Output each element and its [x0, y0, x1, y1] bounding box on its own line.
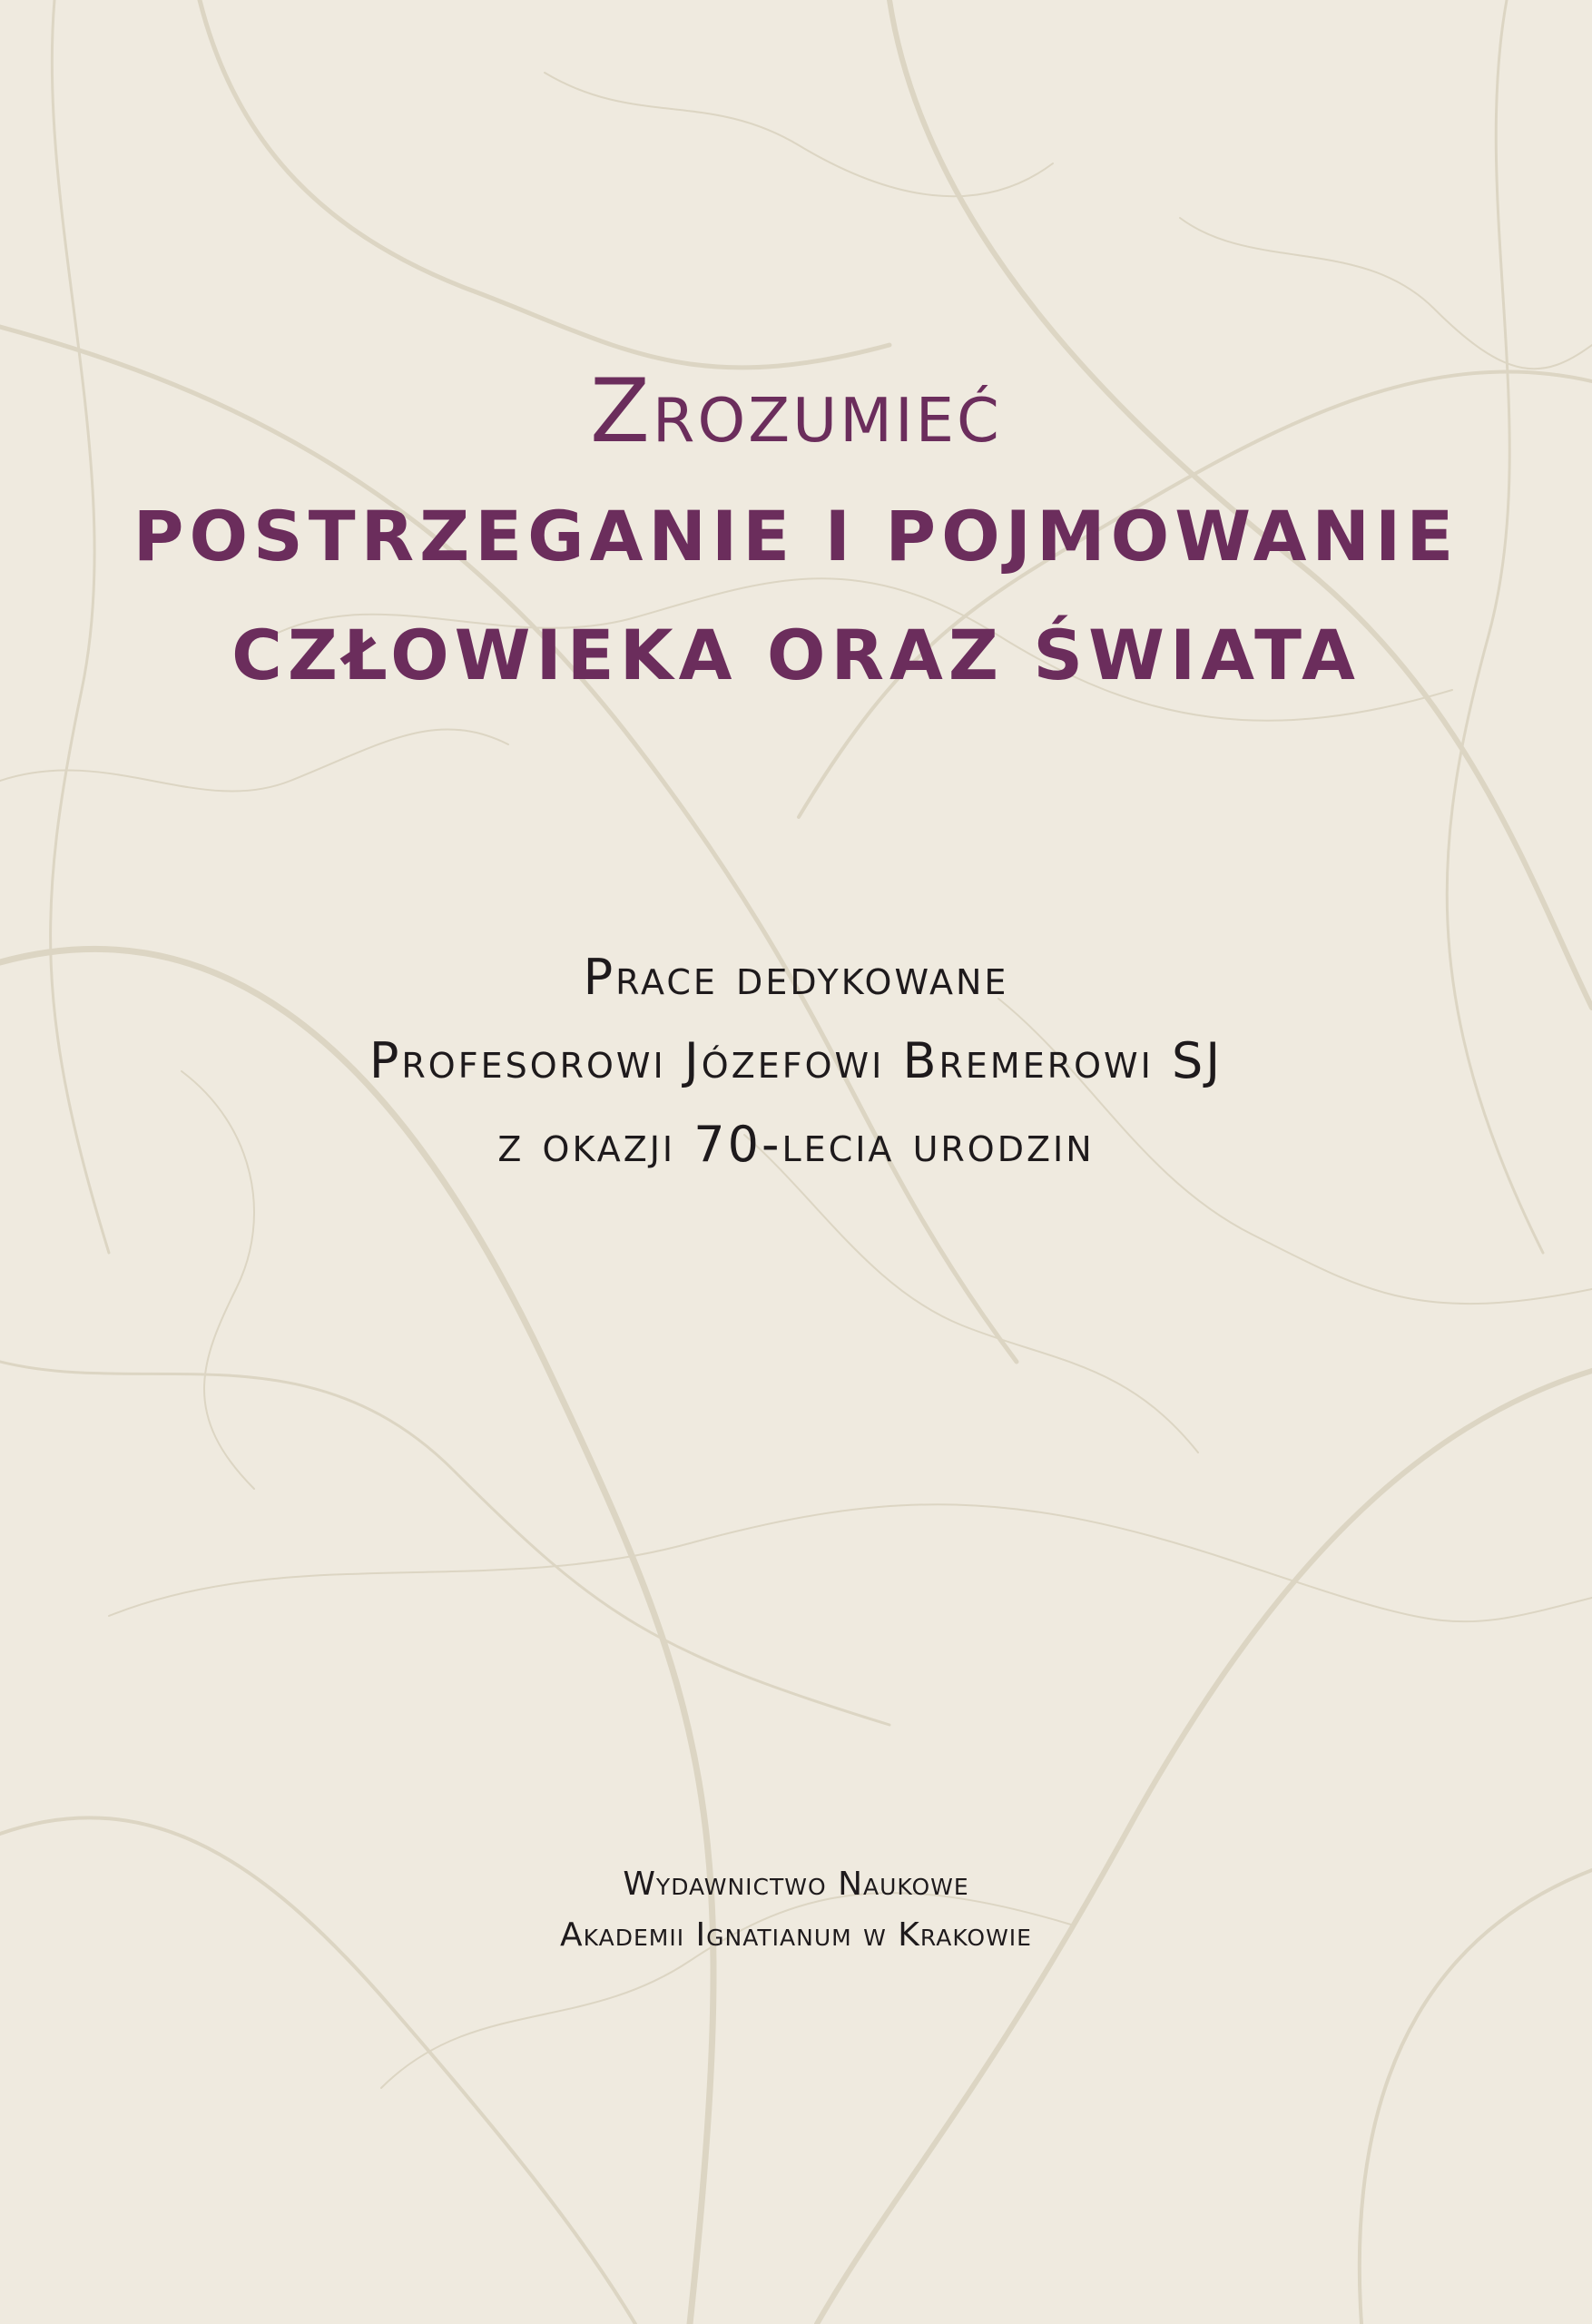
- book-subtitle-line-2: CZŁOWIEKA ORAZ ŚWIATA: [231, 615, 1361, 695]
- book-subtitle-line-1: POSTRZEGANIE I POJMOWANIE: [133, 496, 1459, 576]
- publisher-line-2: Akademii Ignatianum w Krakowie: [560, 1916, 1032, 1954]
- dedication-line-1: Prace dedykowane: [583, 949, 1009, 1006]
- dedication-line-3: z okazji 70-lecia urodzin: [497, 1116, 1095, 1173]
- publisher-block: [0, 1868, 1592, 1970]
- dedication-line-2: Profesorowi Józefowi Bremerowi SJ: [369, 1032, 1223, 1089]
- title-block: [0, 360, 1592, 695]
- publisher-line-1: Wydawnictwo Naukowe: [623, 1866, 969, 1903]
- book-title: Zrozumieć: [590, 360, 1002, 462]
- dedication-block: [0, 949, 1592, 1204]
